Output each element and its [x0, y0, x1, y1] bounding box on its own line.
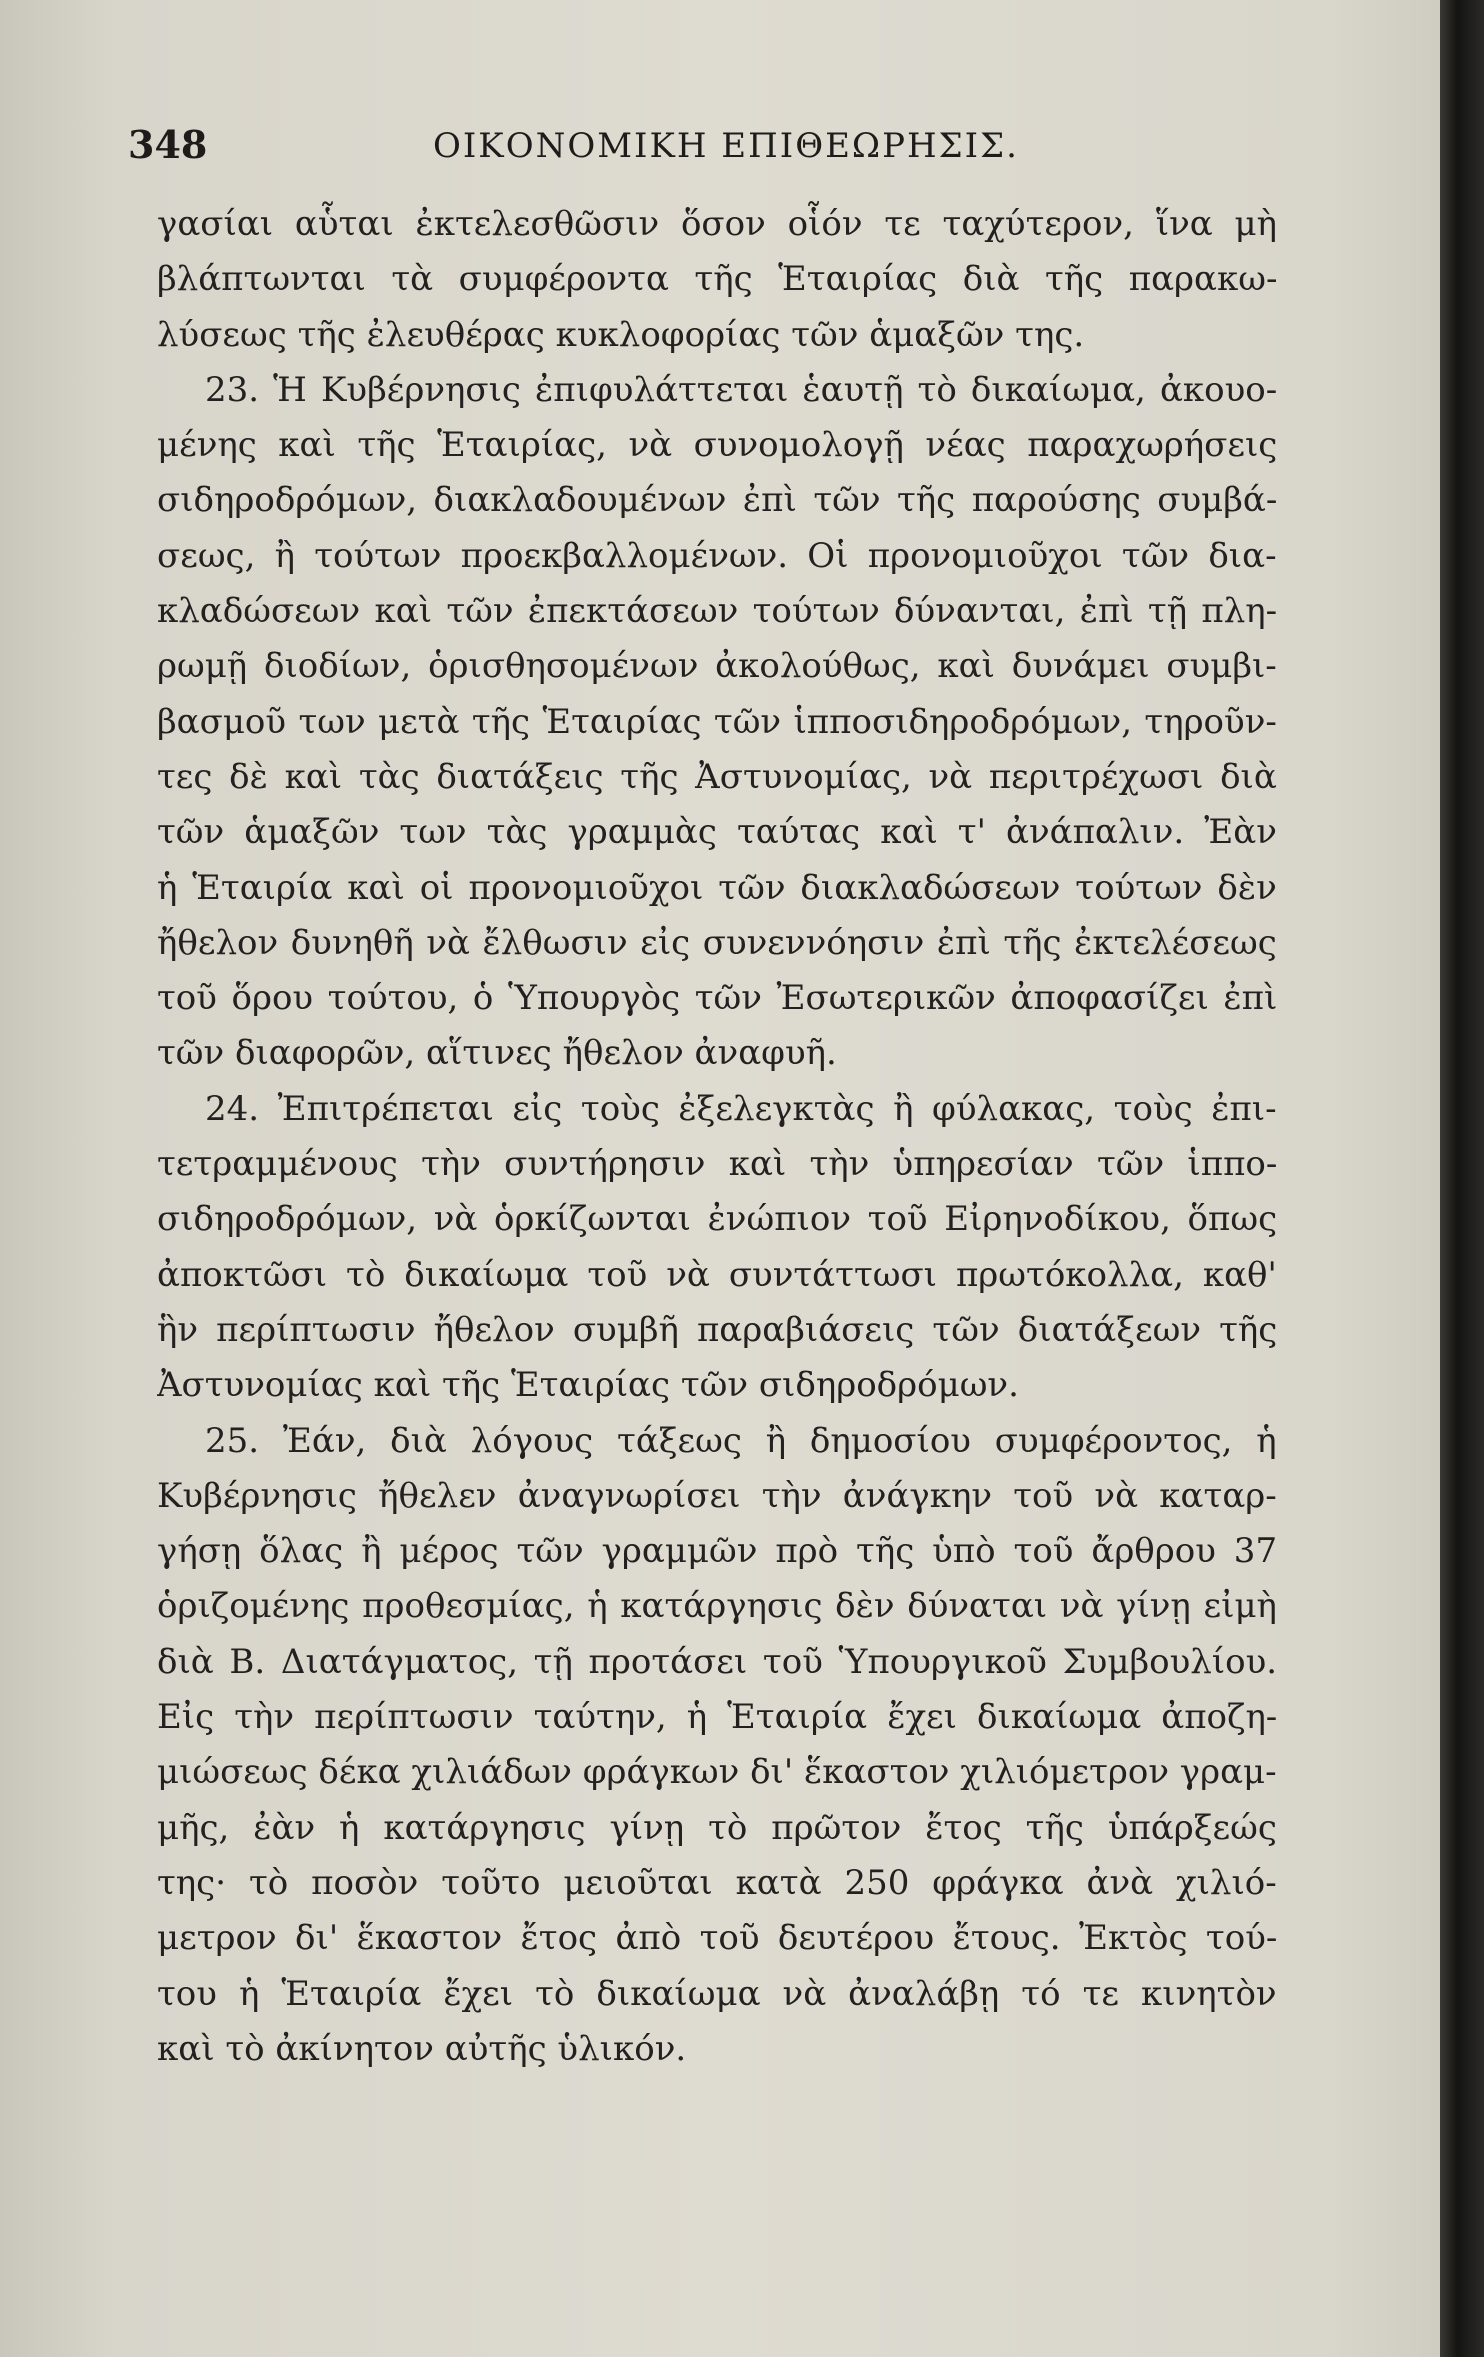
- text-line: μῆς, ἐὰν ἡ κατάργησις γίνῃ τὸ πρῶτον ἔτος τῆς ὑπάρξεώς: [157, 1807, 1277, 1848]
- text-line: ἡ Ἑταιρία καὶ οἱ προνομιοῦχοι τῶν διακλαδώσεων τούτων δὲν: [157, 867, 1277, 908]
- text-line: μένης καὶ τῆς Ἑταιρίας, νὰ συνομολογῇ νέας παραχωρήσεις: [157, 425, 1277, 466]
- text-line: σεως, ἢ τούτων προεκβαλλομένων. Οἱ προνομιοῦχοι τῶν δια-: [157, 535, 1277, 576]
- text-line: γήσῃ ὅλας ἢ μέρος τῶν γραμμῶν πρὸ τῆς ὑπὸ τοῦ ἄρθρου 37: [157, 1531, 1277, 1572]
- page-number: 348: [128, 122, 208, 167]
- text-line: καὶ τὸ ἀκίνητον αὐτῆς ὑλικόν.: [157, 2028, 687, 2069]
- text-line: ἤθελον δυνηθῆ νὰ ἔλθωσιν εἰς συνεννόησιν ἐπὶ τῆς ἐκτελέσεως: [157, 922, 1277, 963]
- text-line: σιδηροδρόμων, διακλαδουμένων ἐπὶ τῶν τῆς παρούσης συμβά-: [157, 480, 1277, 521]
- running-head: [128, 122, 1288, 172]
- text-line: σιδηροδρόμων, νὰ ὁρκίζωνται ἐνώπιον τοῦ Εἰρηνοδίκου, ὅπως: [157, 1199, 1277, 1240]
- text-line: Ἀστυνομίας καὶ τῆς Ἑταιρίας τῶν σιδηροδρόμων.: [157, 1365, 1019, 1406]
- text-line: γασίαι αὗται ἐκτελεσθῶσιν ὅσον οἷόν τε ταχύτερον, ἵνα μὴ: [157, 204, 1277, 244]
- text-line: βασμοῦ των μετὰ τῆς Ἑταιρίας τῶν ἱπποσιδηροδρόμων, τηροῦν-: [157, 701, 1277, 742]
- paragraph-start-25: 25. Ἐάν, διὰ λόγους τάξεως ἢ δημοσίου συμφέροντος, ἡ: [205, 1420, 1277, 1461]
- text-line: μιώσεως δέκα χιλιάδων φράγκων δι' ἕκαστον χιλιόμετρον γραμ-: [157, 1752, 1277, 1793]
- text-line: της· τὸ ποσὸν τοῦτο μειοῦται κατὰ 250 φράγκα ἀνὰ χιλιό-: [157, 1862, 1277, 1903]
- text-line: ὁριζομένης προθεσμίας, ἡ κατάργησις δὲν δύναται νὰ γίνῃ εἰμὴ: [157, 1586, 1277, 1627]
- text-line: Εἰς τὴν περίπτωσιν ταύτην, ἡ Ἑταιρία ἔχει δικαίωμα ἀποζη-: [157, 1697, 1277, 1738]
- journal-title: ΟΙΚΟΝΟΜΙΚΗ ΕΠΙΘΕΩΡΗΣΙΣ.: [433, 126, 1019, 166]
- paragraph-start-24: 24. Ἐπιτρέπεται εἰς τοὺς ἐξελεγκτὰς ἢ φύλακας, τοὺς ἐπι-: [205, 1088, 1277, 1129]
- body-text: [157, 197, 1277, 2077]
- text-line: διὰ Β. Διατάγματος, τῇ προτάσει τοῦ Ὑπουργικοῦ Συμβουλίου.: [157, 1641, 1277, 1682]
- text-line: Κυβέρνησις ἤθελεν ἀναγνωρίσει τὴν ἀνάγκην τοῦ νὰ καταρ-: [157, 1475, 1277, 1516]
- text-line: βλάπτωνται τὰ συμφέροντα τῆς Ἑταιρίας διὰ τῆς παρακω-: [157, 259, 1277, 300]
- paragraph-start-23: 23. Ἡ Κυβέρνησις ἐπιφυλάττεται ἑαυτῇ τὸ δικαίωμα, ἀκουο-: [205, 369, 1277, 410]
- text-line: τῶν ἁμαξῶν των τὰς γραμμὰς ταύτας καὶ τ' ἀνάπαλιν. Ἐὰν: [157, 812, 1277, 853]
- text-line: ρωμῇ διοδίων, ὁρισθησομένων ἀκολούθως, καὶ δυνάμει συμβι-: [157, 646, 1277, 687]
- text-line: ἣν περίπτωσιν ἤθελον συμβῆ παραβιάσεις τῶν διατάξεων τῆς: [157, 1309, 1277, 1350]
- text-line: τῶν διαφορῶν, αἵτινες ἤθελον ἀναφυῆ.: [157, 1033, 837, 1074]
- text-line: μετρον δι' ἕκαστον ἔτος ἀπὸ τοῦ δευτέρου ἔτους. Ἐκτὸς τού-: [157, 1918, 1277, 1959]
- text-line: τετραμμένους τὴν συντήρησιν καὶ τὴν ὑπηρεσίαν τῶν ἱππο-: [157, 1144, 1277, 1185]
- text-line: λύσεως τῆς ἐλευθέρας κυκλοφορίας τῶν ἁμαξῶν της.: [157, 314, 1085, 355]
- text-line: ἀποκτῶσι τὸ δικαίωμα τοῦ νὰ συντάττωσι πρωτόκολλα, καθ': [157, 1254, 1277, 1295]
- text-line: του ἡ Ἑταιρία ἔχει τὸ δικαίωμα νὰ ἀναλάβῃ τό τε κινητὸν: [157, 1973, 1277, 2014]
- text-line: τοῦ ὅρου τούτου, ὁ Ὑπουργὸς τῶν Ἐσωτερικῶν ἀποφασίζει ἐπὶ: [157, 978, 1277, 1019]
- book-spine-shadow: [1440, 0, 1484, 2357]
- text-line: τες δὲ καὶ τὰς διατάξεις τῆς Ἀστυνομίας, νὰ περιτρέχωσι διὰ: [157, 756, 1277, 797]
- text-line: κλαδώσεων καὶ τῶν ἐπεκτάσεων τούτων δύνανται, ἐπὶ τῇ πλη-: [157, 591, 1277, 632]
